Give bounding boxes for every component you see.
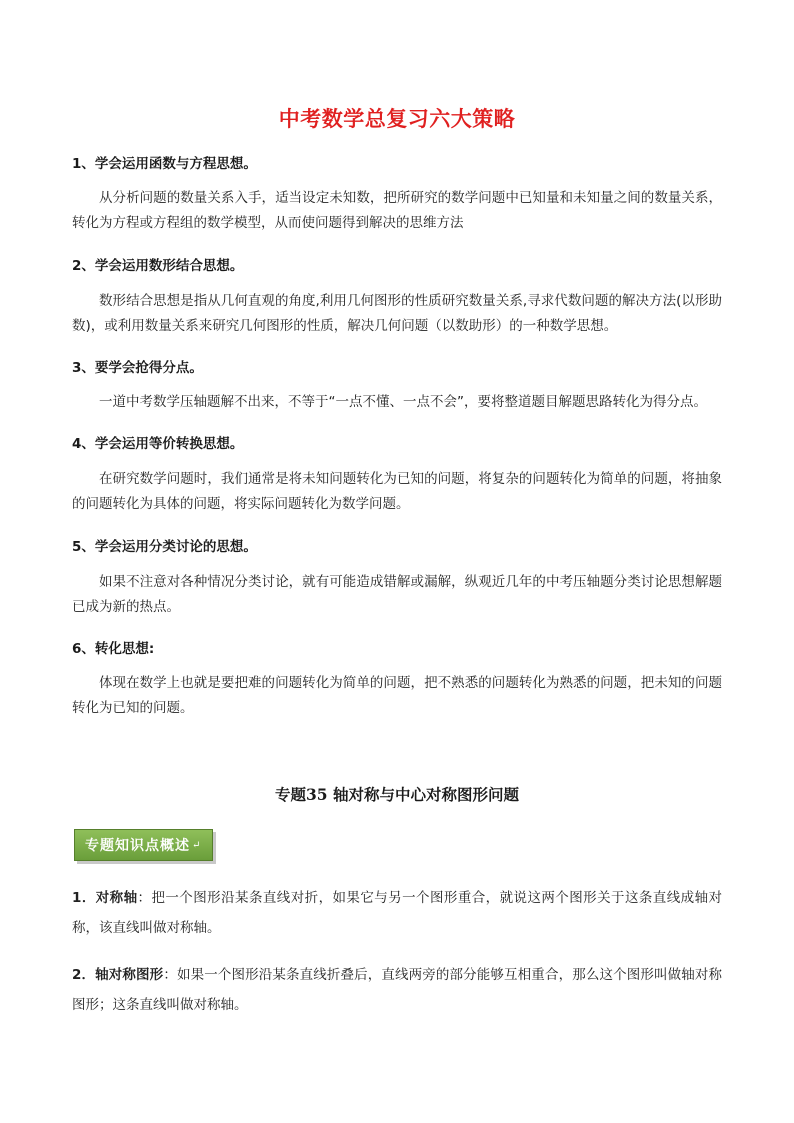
strategy-heading-5: 5、学会运用分类讨论的思想。 <box>72 539 257 555</box>
strategy-body-5: 如果不注意对各种情况分类讨论，就有可能造成错解或漏解，纵观近几年的中考压轴题分类讨论思想解题已成为新的热点。 <box>72 574 722 615</box>
definition-1 <box>72 883 722 943</box>
definition-term-1: 1．对称轴 <box>72 890 138 906</box>
strategy-heading-1: 1、学会运用函数与方程思想。 <box>72 156 257 172</box>
strategy-heading-4: 4、学会运用等价转换思想。 <box>72 436 244 452</box>
return-mark-icon: ↵ <box>192 839 201 851</box>
strategy-body-4: 在研究数学问题时，我们通常是将未知问题转化为已知的问题，将复杂的问题转化为简单的问题，将抽象的问题转化为具体的问题，将实际问题转化为数学问题。 <box>72 471 722 512</box>
strategy-body-6: 体现在数学上也就是要把难的问题转化为简单的问题，把不熟悉的问题转化为熟悉的问题，把未知的问题转化为已知的问题。 <box>72 675 722 716</box>
definition-text-1: ：把一个图形沿某条直线对折，如果它与另一个图形重合，就说这两个图形关于这条直线成轴对称，该直线叫做对称轴。 <box>72 890 722 936</box>
strategy-heading-3: 3、要学会抢得分点。 <box>72 360 203 376</box>
definition-term-2: 2．轴对称图形 <box>72 967 164 983</box>
section-tag <box>74 829 213 861</box>
section-tag-label: 专题知识点概述 <box>85 838 190 854</box>
strategy-body-3: 一道中考数学压轴题解不出来，不等于“一点不懂、一点不会”，要将整道题目解题思路转化为得分点。 <box>99 394 707 410</box>
topic-title: 专题35 轴对称与中心对称图形问题 <box>275 785 519 804</box>
strategy-body-1: 从分析问题的数量关系入手，适当设定未知数，把所研究的数学问题中已知量和未知量之间的数量关系，转化为方程或方程组的数学模型，从而使问题得到解决的思维方法 <box>72 190 722 231</box>
definition-text-2: ：如果一个图形沿某条直线折叠后，直线两旁的部分能够互相重合，那么这个图形叫做轴对称图形；这条直线叫做对称轴。 <box>72 967 722 1013</box>
document-title: 中考数学总复习六大策略 <box>278 107 516 131</box>
strategy-heading-2: 2、学会运用数形结合思想。 <box>72 258 244 274</box>
strategy-body-2: 数形结合思想是指从几何直观的角度,利用几何图形的性质研究数量关系,寻求代数问题的解决方法(以形助数)，或利用数量关系来研究几何图形的性质，解决几何问题（以数助形）的一种数学思想。 <box>72 293 722 334</box>
definition-2 <box>72 960 722 1020</box>
strategy-heading-6: 6、转化思想: <box>72 641 155 657</box>
